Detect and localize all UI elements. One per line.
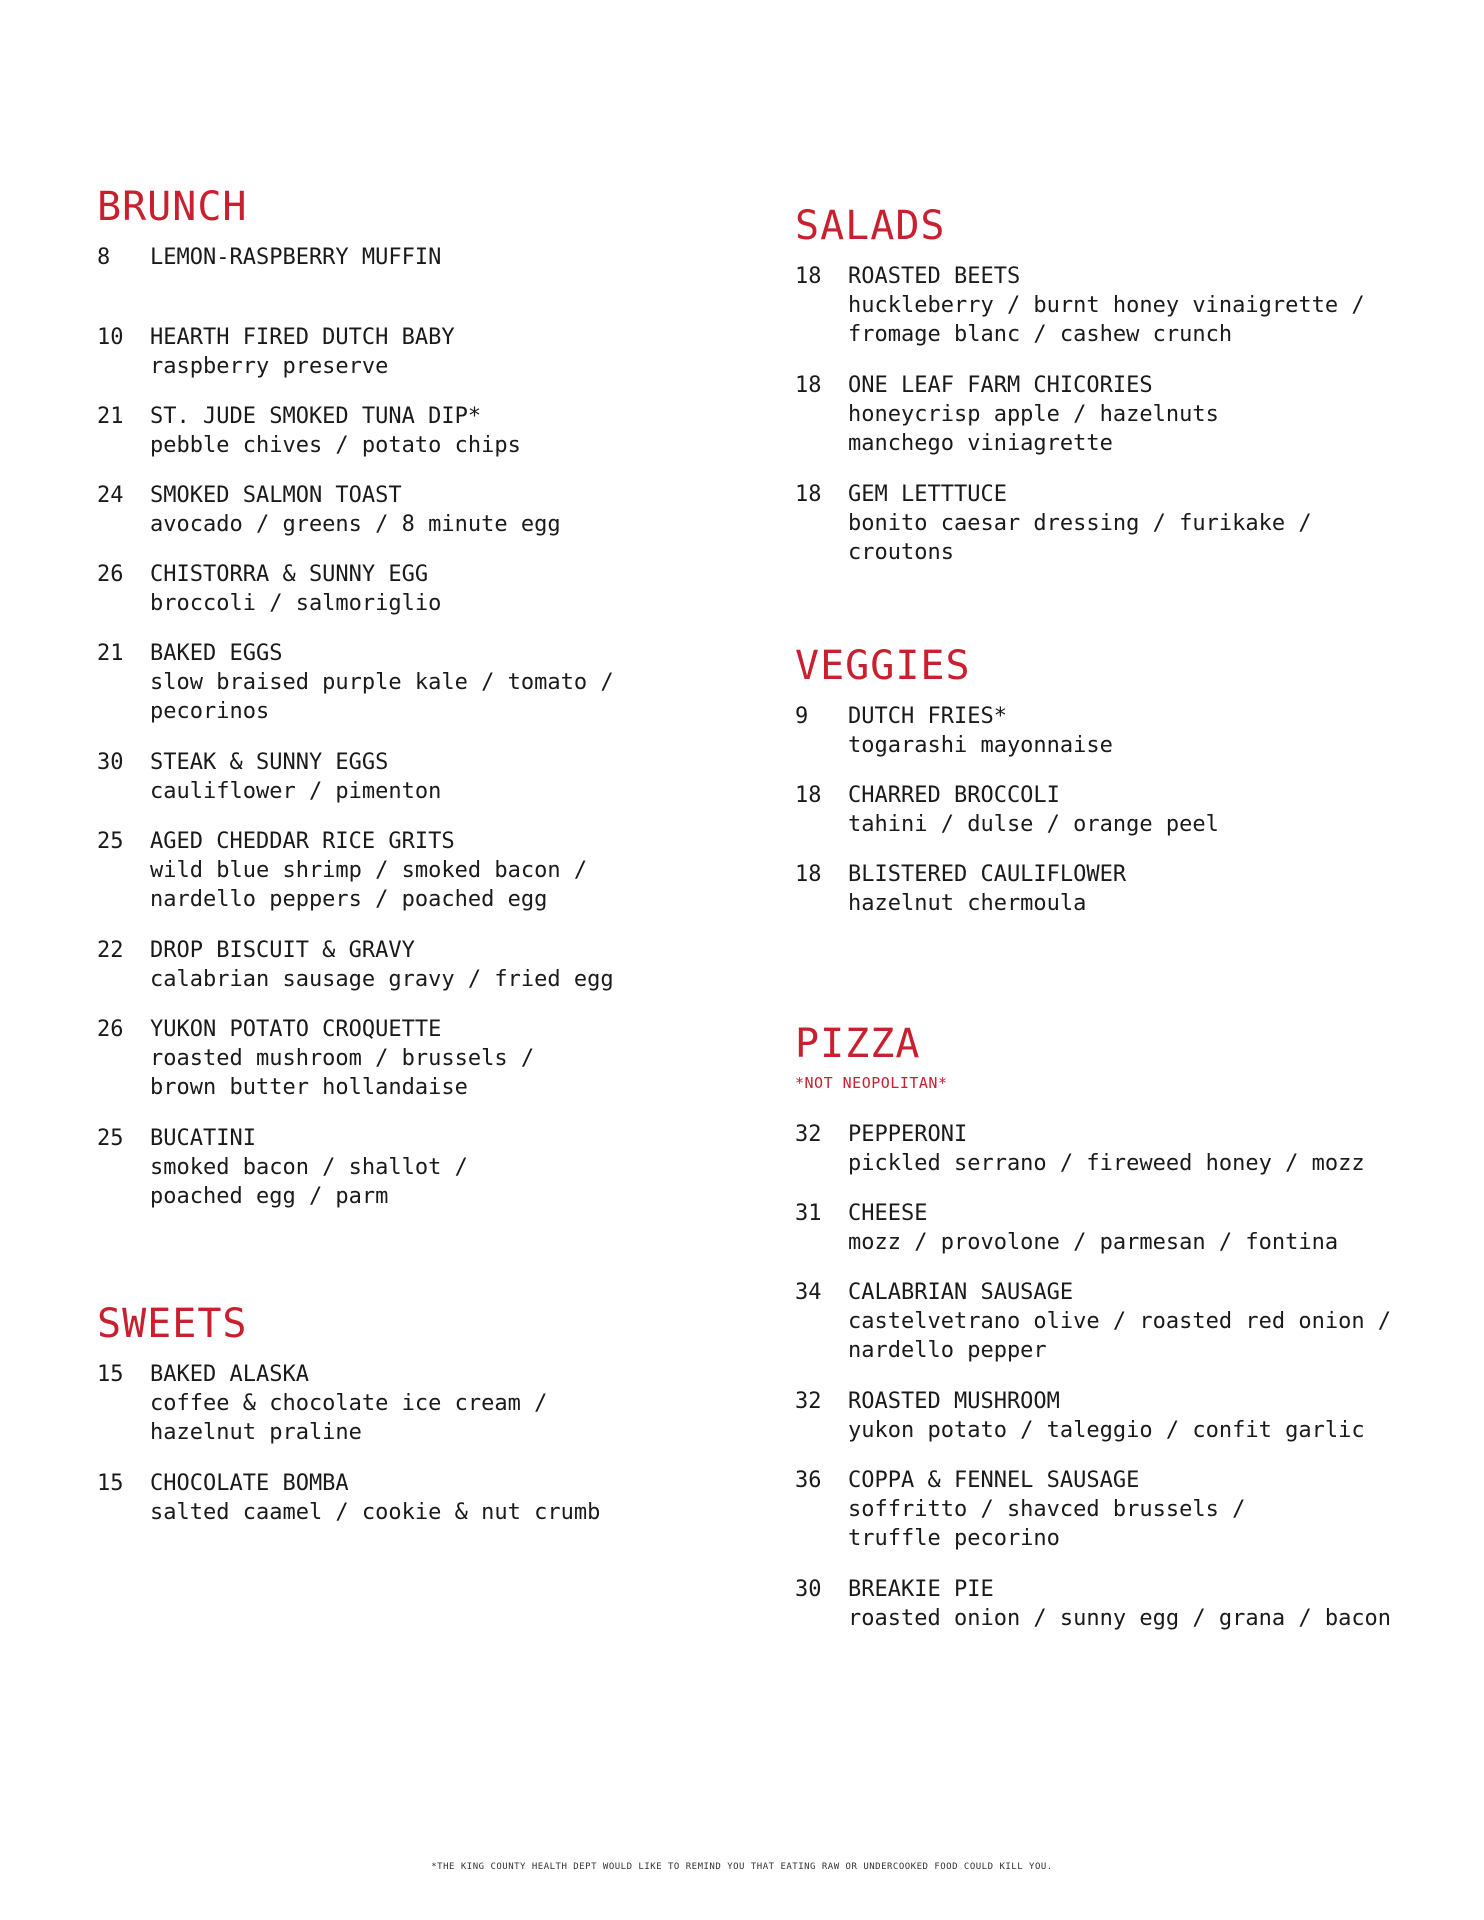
item-name: YUKON POTATO CROQUETTE [150,1017,442,1042]
description-line: roasted onion / sunny egg / grana / bacon [848,1606,1392,1631]
item-price: 9 [795,704,809,729]
description-line: croutons [848,540,954,565]
description-line: nardello peppers / poached egg [150,887,548,912]
item-name: PEPPERONI [848,1122,968,1147]
description-line: pebble chives / potato chips [150,433,521,458]
item-price: 26 [97,1017,124,1042]
item-description [150,510,561,539]
item-description [150,668,614,726]
item-name: LEMON-RASPBERRY MUFFIN [150,245,442,270]
item-name: CHARRED BROCCOLI [848,783,1060,808]
item-name: GEM LETTTUCE [848,482,1007,507]
item-price: 30 [795,1577,822,1602]
health-disclaimer: *THE KING COUNTY HEALTH DEPT WOULD LIKE TO REMIND YOU THAT EATING RAW OR UNDERCOOKED FOOD COULD KILL YOU. [431,1862,1053,1872]
item-price: 18 [795,482,822,507]
item-price: 18 [795,264,822,289]
item-name: ST. JUDE SMOKED TUNA DIP* [150,404,482,429]
description-line: bonito caesar dressing / furikake / [848,511,1312,536]
item-name: HEARTH FIRED DUTCH BABY [150,325,455,350]
item-description [150,1389,547,1447]
item-description [150,856,587,914]
pizza-note: *NOT NEOPOLITAN* [795,1074,948,1092]
section-veggies [795,642,1435,942]
item-name: BAKED EGGS [150,641,283,666]
item-price: 15 [97,1471,124,1496]
item-description [848,1495,1245,1553]
item-description [848,400,1219,458]
description-line: calabrian sausage gravy / fried egg [150,967,614,992]
item-name: DUTCH FRIES* [848,704,1007,729]
description-line: hazelnut chermoula [848,891,1087,916]
item-price: 21 [97,641,124,666]
description-line: manchego viniagrette [848,431,1113,456]
item-description [848,509,1312,567]
item-price: 30 [97,750,124,775]
description-line: mozz / provolone / parmesan / fontina [848,1230,1339,1255]
description-line: huckleberry / burnt honey vinaigrette / [848,293,1365,318]
item-name: DROP BISCUIT & GRAVY [150,938,415,963]
item-price: 25 [97,829,124,854]
item-name: BUCATINI [150,1126,256,1151]
section-title: SALADS [795,203,946,249]
item-description [848,1416,1365,1445]
item-description [848,1604,1391,1633]
description-line: wild blue shrimp / smoked bacon / [150,858,588,883]
description-line: pickled serrano / fireweed honey / mozz [848,1151,1365,1176]
description-line: pecorinos [150,699,270,724]
description-line: fromage blanc / cashew crunch [848,322,1233,347]
description-line: nardello pepper [848,1338,1047,1363]
item-price: 18 [795,862,822,887]
description-line: hazelnut praline [150,1420,362,1445]
item-price: 36 [795,1468,822,1493]
item-price: 10 [97,325,124,350]
item-name: STEAK & SUNNY EGGS [150,750,389,775]
section-title: SWEETS [97,1301,248,1347]
description-line: roasted mushroom / brussels / [150,1046,535,1071]
item-name: CALABRIAN SAUSAGE [848,1280,1074,1305]
item-description [848,889,1086,918]
item-description [150,1498,600,1527]
item-price: 31 [795,1201,822,1226]
item-description [848,1228,1338,1257]
description-line: salted caamel / cookie & nut crumb [150,1500,601,1525]
item-price: 32 [795,1389,822,1414]
description-line: honeycrisp apple / hazelnuts [848,402,1219,427]
item-description [150,1044,534,1102]
description-line: avocado / greens / 8 minute egg [150,512,561,537]
item-description [150,589,441,618]
item-price: 25 [97,1126,124,1151]
item-price: 34 [795,1280,822,1305]
item-price: 8 [97,245,111,270]
item-name: ONE LEAF FARM CHICORIES [848,373,1153,398]
item-description [150,1153,468,1211]
description-line: smoked bacon / shallot / [150,1155,468,1180]
item-name: ROASTED BEETS [848,264,1021,289]
item-price: 15 [97,1362,124,1387]
item-name: CHOCOLATE BOMBA [150,1471,349,1496]
item-name: ROASTED MUSHROOM [848,1389,1060,1414]
section-sweets [97,1300,737,1560]
item-description [848,1149,1365,1178]
description-line: slow braised purple kale / tomato / [150,670,614,695]
description-line: coffee & chocolate ice cream / [150,1391,548,1416]
item-name: BLISTERED CAULIFLOWER [848,862,1127,887]
description-line: cauliflower / pimenton [150,779,442,804]
item-price: 32 [795,1122,822,1147]
section-title: VEGGIES [795,643,971,689]
section-title: PIZZA [795,1021,921,1067]
section-brunch [97,183,737,1253]
item-name: BREAKIE PIE [848,1577,994,1602]
description-line: broccoli / salmoriglio [150,591,442,616]
section-salads [795,202,1435,582]
section-pizza [795,1020,1435,1660]
item-name: CHEESE [848,1201,928,1226]
item-description [150,431,521,460]
item-description [150,777,441,806]
description-line: poached egg / parm [150,1184,389,1209]
section-title: BRUNCH [97,184,248,230]
item-description [150,965,614,994]
description-line: yukon potato / taleggio / confit garlic [848,1418,1365,1443]
item-description [150,352,388,381]
item-name: CHISTORRA & SUNNY EGG [150,562,429,587]
item-name: AGED CHEDDAR RICE GRITS [150,829,455,854]
item-price: 21 [97,404,124,429]
item-price: 24 [97,483,124,508]
item-price: 18 [795,783,822,808]
description-line: truffle pecorino [848,1526,1060,1551]
description-line: castelvetrano olive / roasted red onion / [848,1309,1392,1334]
item-description [848,810,1219,839]
description-line: raspberry preserve [150,354,389,379]
item-description [848,291,1365,349]
item-name: BAKED ALASKA [150,1362,309,1387]
item-price: 22 [97,938,124,963]
item-price: 18 [795,373,822,398]
description-line: togarashi mayonnaise [848,733,1113,758]
item-price: 26 [97,562,124,587]
description-line: soffritto / shavced brussels / [848,1497,1246,1522]
description-line: brown butter hollandaise [150,1075,468,1100]
item-description [848,731,1113,760]
description-line: tahini / dulse / orange peel [848,812,1219,837]
item-name: SMOKED SALMON TOAST [150,483,402,508]
item-description [848,1307,1391,1365]
item-name: COPPA & FENNEL SAUSAGE [848,1468,1140,1493]
